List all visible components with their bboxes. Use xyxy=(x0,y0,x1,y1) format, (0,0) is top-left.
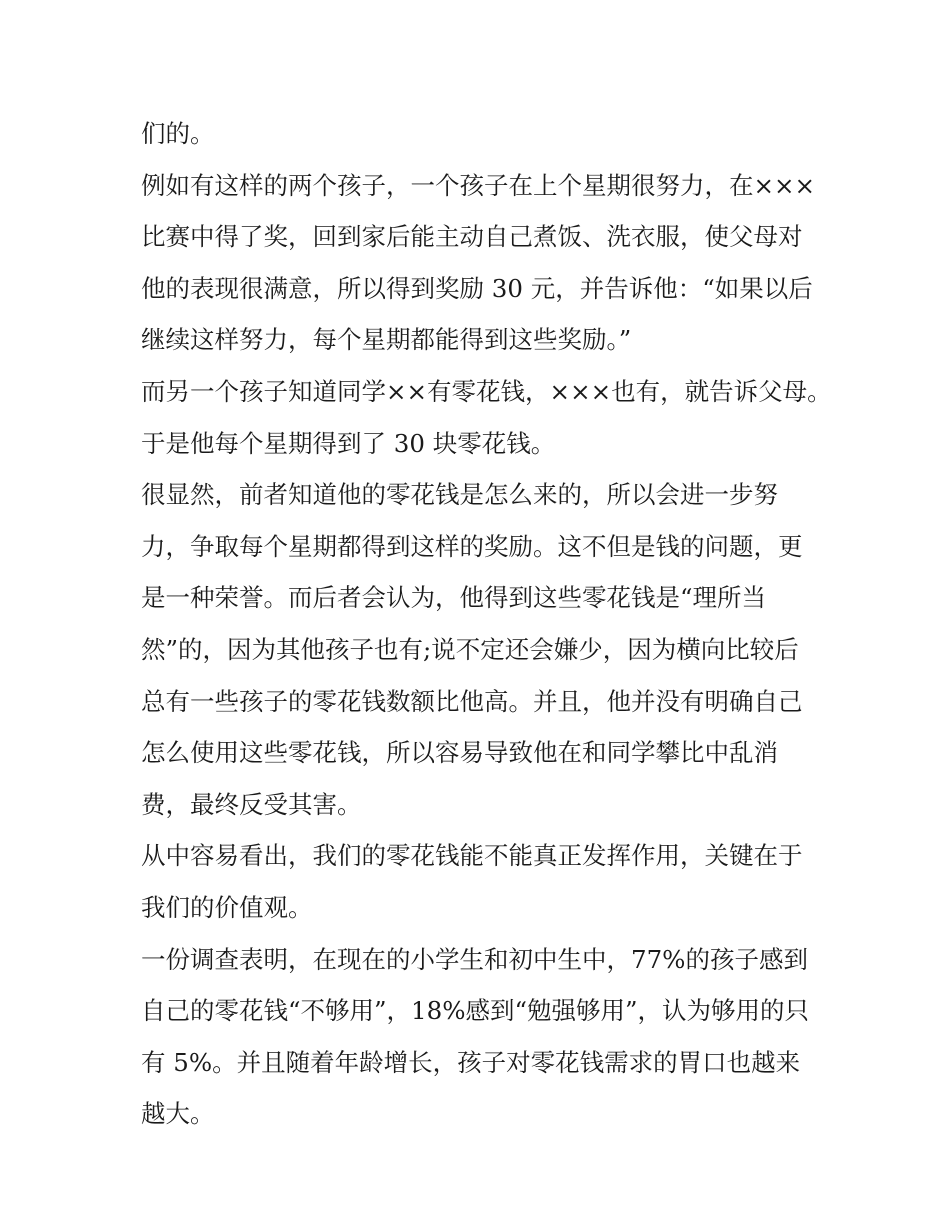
text-line: 越大。 xyxy=(141,1099,215,1129)
text-line: 自己的零花钱“不够用”，18%感到“勉强够用”，认为够用的只 xyxy=(141,996,810,1026)
text-line: 比赛中得了奖，回到家后能主动自己煮饭、洗衣服，使父母对 xyxy=(141,222,803,252)
text-line: 他的表现很满意，所以得到奖励 30 元，并告诉他：“如果以后 xyxy=(141,273,813,303)
text-line: 继续这样努力，每个星期都能得到这些奖励。” xyxy=(141,325,632,355)
text-line: 很显然，前者知道他的零花钱是怎么来的，所以会进一步努 xyxy=(141,480,778,510)
text-line: 是一种荣誉。而后者会认为，他得到这些零花钱是“理所当 xyxy=(141,583,767,613)
text-line: 例如有这样的两个孩子，一个孩子在上个星期很努力，在××× xyxy=(141,170,816,200)
text-line: 费，最终反受其害。 xyxy=(141,789,362,819)
text-line: 总有一些孩子的零花钱数额比他高。并且，他并没有明确自己 xyxy=(141,686,803,716)
text-line: 力，争取每个星期都得到这样的奖励。这不但是钱的问题，更 xyxy=(141,531,803,561)
text-line: 我们的价值观。 xyxy=(141,892,313,922)
text-line: 有 5%。并且随着年龄增长，孩子对零花钱需求的胃口也越来 xyxy=(141,1047,801,1077)
text-line: 怎么使用这些零花钱，所以容易导致他在和同学攀比中乱消 xyxy=(141,738,778,768)
text-line: 然”的，因为其他孩子也有;说不定还会嫌少，因为横向比较后 xyxy=(141,634,799,664)
text-line: 们的。 xyxy=(141,119,215,148)
text-line: 一份调查表明，在现在的小学生和初中生中，77%的孩子感到 xyxy=(141,944,808,974)
text-line: 从中容易看出，我们的零花钱能不能真正发挥作用，关键在于 xyxy=(141,841,803,871)
text-line: 而另一个孩子知道同学××有零花钱，×××也有，就告诉父母。 xyxy=(141,376,832,406)
text-line: 于是他每个星期得到了 30 块零花钱。 xyxy=(141,428,556,458)
document-text xyxy=(141,108,832,1140)
